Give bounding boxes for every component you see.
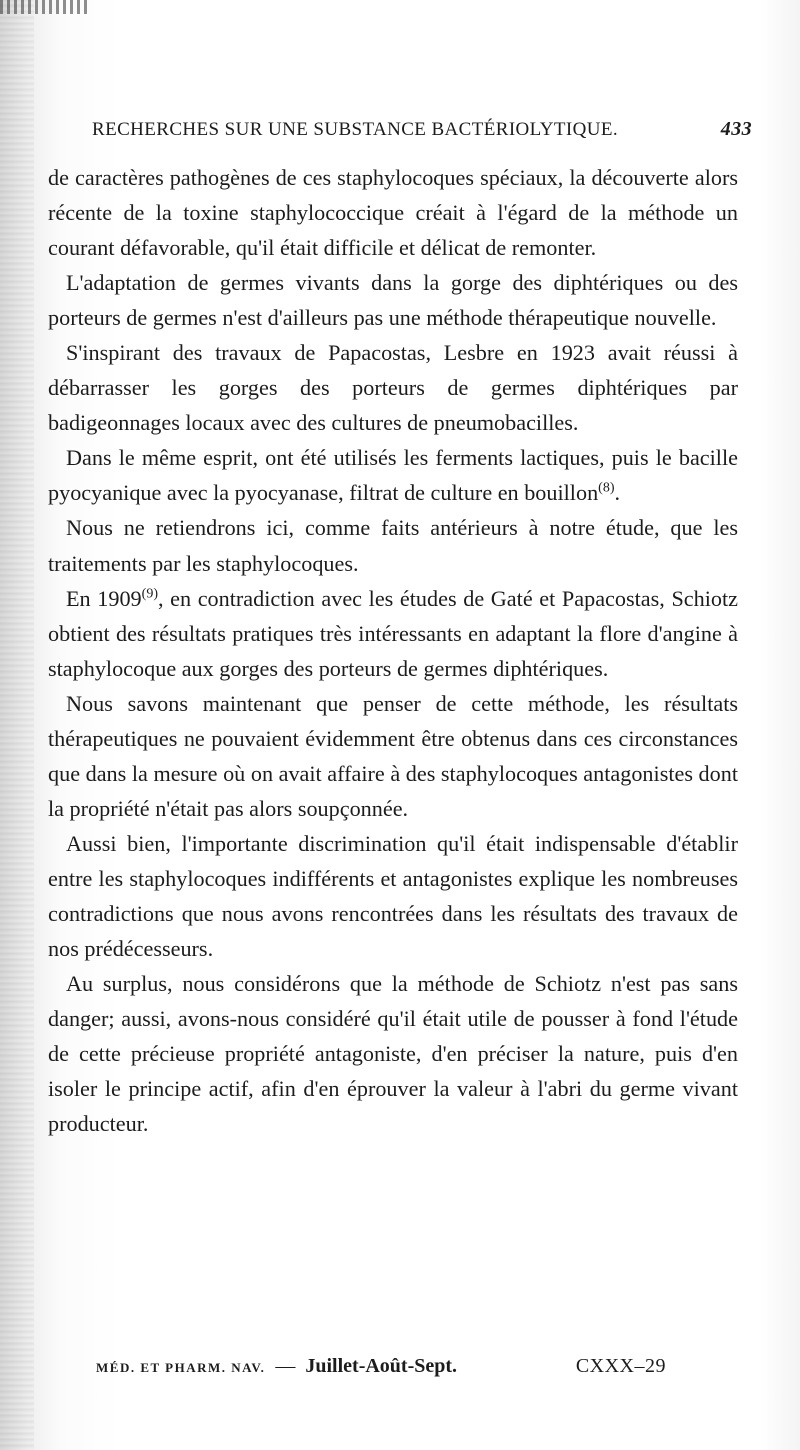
- signature-mark: CXXX–29: [575, 1355, 666, 1377]
- paragraph: [48, 160, 738, 265]
- paragraph-text: Aussi bien, l'importante discrimination qu'il était indispensable d'établir entre les staphylocoques indifférents et antagonistes explique les nombreuses contradictions que nous avons rencontrées dans les résultats des travaux de nos prédécesseurs.: [48, 830, 738, 962]
- issue-date: Juillet-Août-Sept.: [305, 1355, 458, 1377]
- page-footer: [96, 1355, 666, 1378]
- body-text: [48, 160, 738, 1141]
- footnote-reference: (9): [141, 586, 158, 602]
- paragraph-text: Dans le même esprit, ont été utilisés les ferments lactiques, puis le bacille pyocyanique avec la pyocyanase, filtrat de culture en bouillon: [48, 445, 738, 506]
- paragraph-text: Au surplus, nous considérons que la méthode de Schiotz n'est pas sans danger; aussi, avons-nous considéré qu'il était utile de pousser à fond l'étude de cette précieuse propriété antagoniste, d'en préciser la nature, puis d'en isoler le principe actif, afin d'en éprouver la valeur à l'abri du germe vivant producteur.: [48, 971, 738, 1137]
- paragraph: [48, 966, 738, 1141]
- paragraph-text: L'adaptation de germes vivants dans la gorge des diphtériques ou des porteurs de germes n'est d'ailleurs pas une méthode thérapeutique nouvelle.: [48, 270, 738, 331]
- paragraph-text: Nous ne retiendrons ici, comme faits antérieurs à notre étude, que les traitements par les staphylocoques.: [48, 515, 738, 576]
- page-number: 433: [720, 118, 752, 140]
- page-binding-edge: [0, 0, 34, 1450]
- paragraph: [48, 826, 738, 966]
- paragraph: [48, 686, 738, 826]
- paragraph: [48, 510, 738, 580]
- paragraph-text-end: .: [614, 480, 621, 506]
- paragraph-text: de caractères pathogènes de ces staphylocoques spéciaux, la découverte alors récente de la toxine staphylococcique créait à l'égard de la méthode un courant défavorable, qu'il était difficile et délicat de remonter.: [48, 165, 738, 261]
- paragraph-text: En 1909: [66, 585, 142, 611]
- scan-edge-marks: [0, 0, 90, 14]
- running-title: RECHERCHES SUR UNE SUBSTANCE BACTÉRIOLYTIQUE.: [92, 119, 619, 140]
- running-header: [92, 118, 752, 148]
- journal-name: MÉD. ET PHARM. NAV.: [96, 1360, 266, 1375]
- paragraph: [48, 440, 738, 510]
- footnote-reference: (8): [598, 481, 615, 497]
- paragraph: [48, 335, 738, 440]
- paragraph: [48, 265, 738, 335]
- paragraph-text-end: , en contradiction avec les études de Gaté et Papacostas, Schiotz obtient des résultats pratiques très intéressants en adaptant la flore d'angine à staphylocoque aux gorges des porteurs de germes diphtériques.: [48, 585, 738, 681]
- paragraph-text: Nous savons maintenant que penser de cette méthode, les résultats thérapeutiques ne pouvaient évidemment être obtenus dans ces circonstances que dans la mesure où on avait affaire à des staphylocoques antagonistes dont la propriété n'était pas alors soupçonnée.: [48, 690, 738, 821]
- paragraph-text: S'inspirant des travaux de Papacostas, Lesbre en 1923 avait réussi à débarrasser les gorges des porteurs de germes diphtériques par badigeonnages locaux avec des cultures de pneumobacilles.: [48, 340, 738, 436]
- paragraph: [48, 581, 738, 686]
- footer-dash: —: [275, 1355, 296, 1377]
